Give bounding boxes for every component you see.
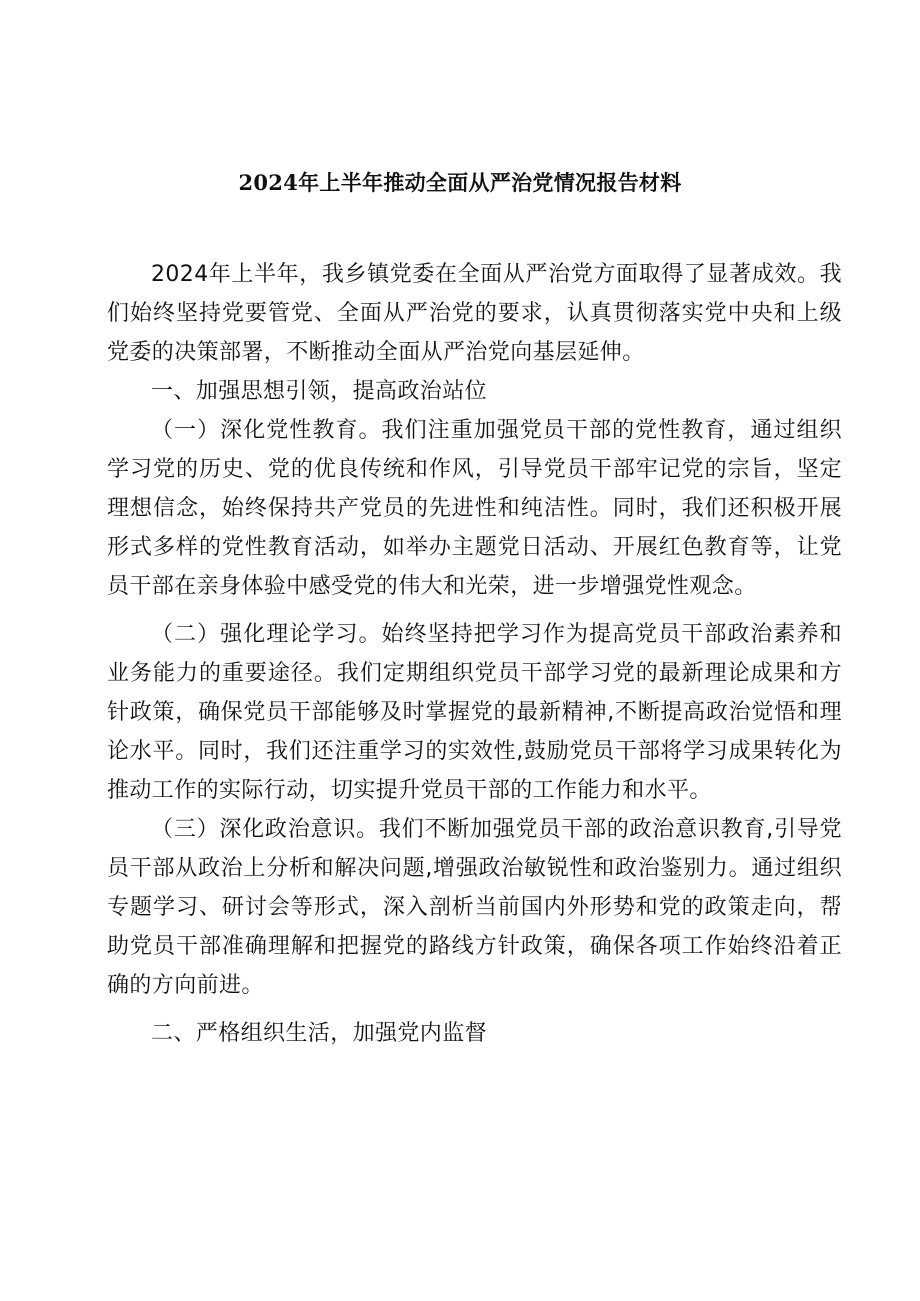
section-heading-1: 一、加强思想引领，提高政治站位 [151,379,488,404]
subsection-paragraph-2: （二）强化理论学习。始终坚持把学习作为提高党员干部政治素养和业务能力的重要途径。我们定期组织党员干部学习党的最新理论成果和方针政策，确保党员干部能够及时掌握党的最新精神,不断提高政治觉悟和理论水平。同时，我们还注重学习的实效性,鼓励党员干部将学习成果转化为推动工作的实际行动，切实提升党员干部的工作能力和水平。 [107,622,842,803]
document-title: 2024年上半年推动全面从严治党情况报告材料 [238,170,682,195]
paragraph-gap [107,606,842,615]
document-body [107,255,842,1053]
subsection-paragraph-3: （三）深化政治意识。我们不断加强党员干部的政治意识教育,引导党员干部从政治上分析和解决问题,增强政治敏锐性和政治鉴别力。通过组织专题学习、研讨会等形式，深入剖析当前国内外形势和党的政策走向，帮助党员干部准确理解和把握党的路线方针政策，确保各项工作始终沿着正确的方向前进。 [107,817,842,998]
subsection-paragraph-1: （一）深化党性教育。我们注重加强党员干部的党性教育，通过组织学习党的历史、党的优良传统和作风，引导党员干部牢记党的宗旨，坚定理想信念，始终保持共产党员的先进性和纯洁性。同时，我们还积极开展形式多样的党性教育活动，如举办主题党日活动、开展红色教育等，让党员干部在亲身体验中感受党的伟大和光荣，进一步增强党性观念。 [107,418,842,599]
intro-paragraph: 2024年上半年，我乡镇党委在全面从严治党方面取得了显著成效。我们始终坚持党要管党、全面从严治党的要求，认真贯彻落实党中央和上级党委的决策部署，不断推动全面从严治党向基层延伸。 [107,262,842,365]
paragraph-gap [107,1005,842,1014]
section-heading-2: 二、严格组织生活，加强党内监督 [151,1021,488,1046]
